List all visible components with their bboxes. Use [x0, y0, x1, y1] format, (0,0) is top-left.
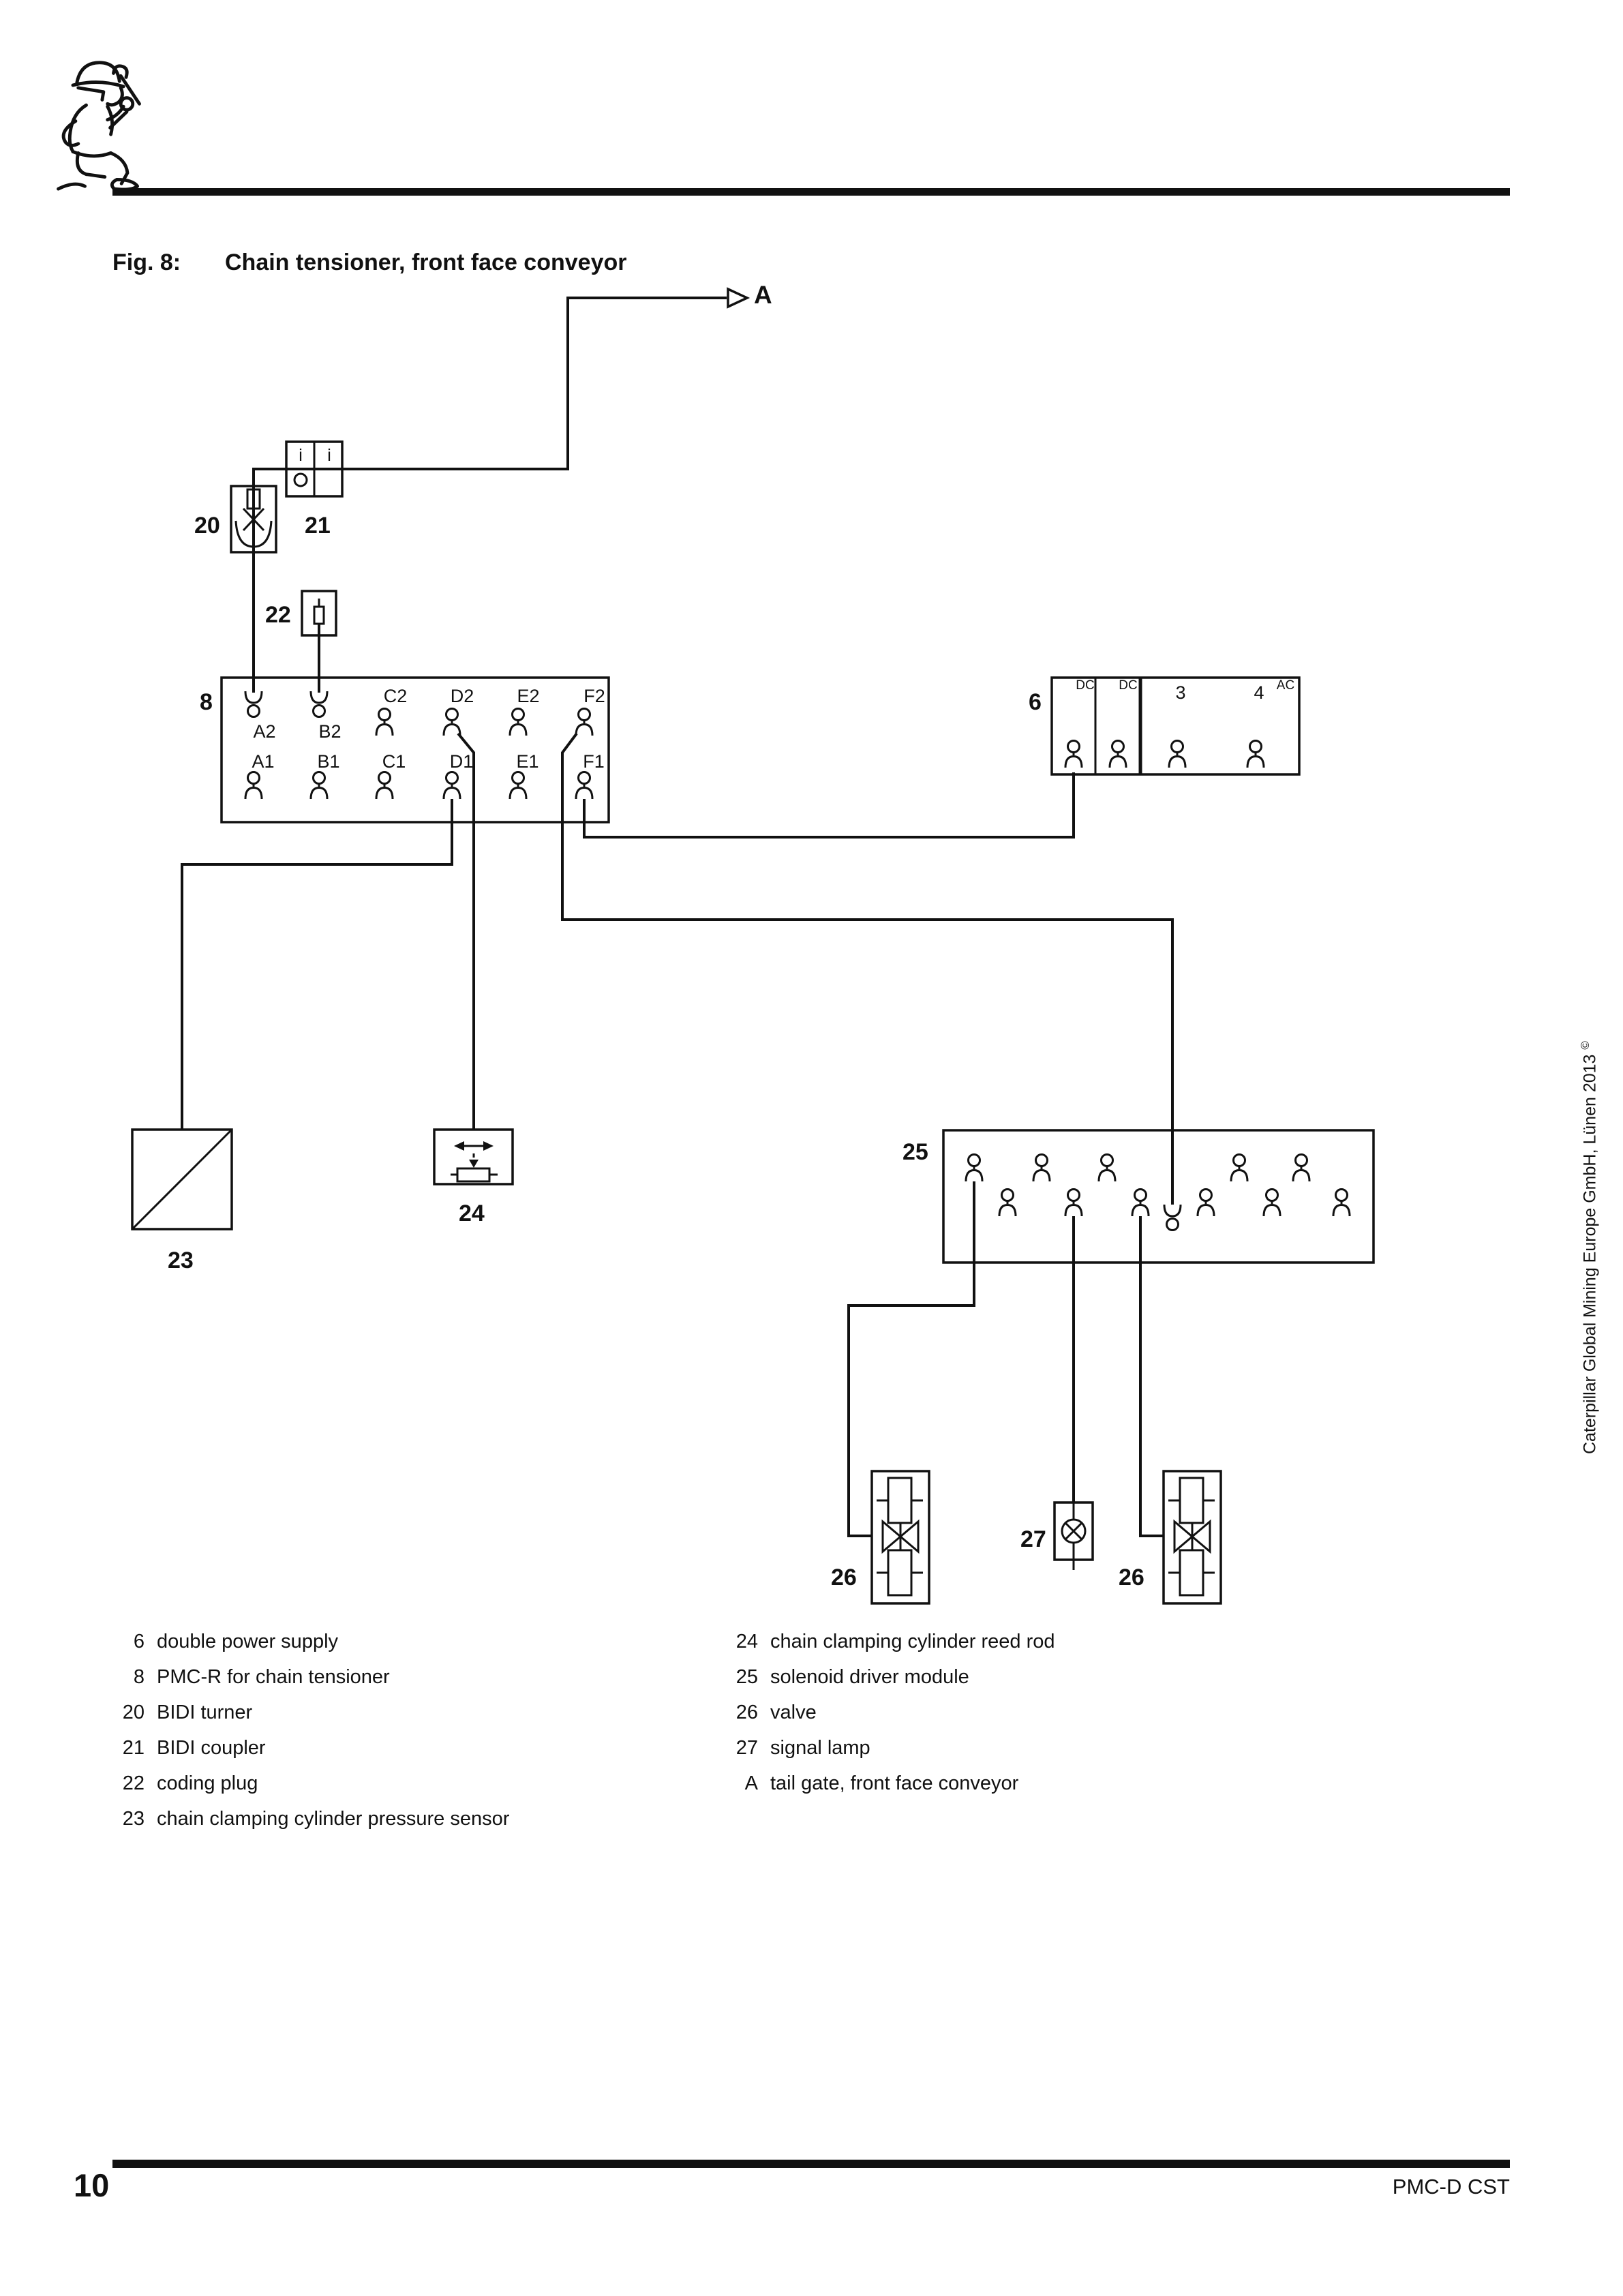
component-label-26-right: 26 [1119, 1565, 1144, 1590]
copyright-symbol: © [1579, 1041, 1592, 1050]
component-label-21: 21 [305, 513, 331, 539]
legend-row: 25 solenoid driver module [735, 1666, 969, 1688]
connector-label-a1: A1 [252, 751, 275, 772]
connector-label-f1: F1 [583, 751, 605, 772]
connector-label-d2: D2 [450, 686, 474, 706]
wire-25-to-valve-right [1140, 1216, 1164, 1536]
box6-label-3: 3 [1175, 682, 1186, 703]
connector-label-f2: F2 [583, 686, 605, 706]
connector-label-b1: B1 [317, 751, 340, 772]
box-8-pmc-r [222, 678, 609, 822]
component-label-25: 25 [902, 1139, 928, 1165]
legend-row: 21 BIDI coupler [122, 1737, 266, 1759]
fig-label: Fig. 8: [112, 250, 181, 275]
page-number: 10 [74, 2167, 110, 2203]
copyright-sidebar: Caterpillar Global Mining Europe GmbH, Lünen 2013 © [1579, 1041, 1600, 1454]
legend-row: 8 PMC-R for chain tensioner [133, 1666, 390, 1688]
connector-label-c1: C1 [382, 751, 406, 772]
box6-label-dc2: DC [1119, 678, 1138, 693]
doc-code: PMC-D CST [1392, 2175, 1510, 2199]
connector-label-c2: C2 [383, 686, 408, 706]
box6-label-4: 4 [1254, 682, 1264, 703]
component-label-20: 20 [194, 513, 220, 539]
component-label-24: 24 [459, 1200, 485, 1226]
component-label-23: 23 [168, 1248, 194, 1273]
coupler-i-left: i [299, 446, 303, 465]
legend-row: 22 coding plug [122, 1772, 258, 1794]
connector-label-a2: A2 [253, 721, 276, 742]
component-label-8: 8 [200, 689, 213, 715]
fig-title: Chain tensioner, front face conveyor [225, 250, 627, 275]
connector-label-d1: D1 [449, 751, 474, 772]
connector-label-e1: E1 [516, 751, 539, 772]
arrow-a-label: A [754, 281, 772, 309]
component-label-6: 6 [1029, 689, 1042, 715]
box6-label-dc1: DC [1076, 678, 1095, 693]
legend-row: A tail gate, front face conveyor [744, 1772, 1019, 1794]
wire-f1-to-6 [584, 772, 1074, 837]
connector-label-b2: B2 [318, 721, 342, 742]
box6-label-ac: AC [1276, 678, 1295, 693]
connector-label-e2: E2 [517, 686, 540, 706]
component-label-27: 27 [1020, 1526, 1046, 1552]
component-label-26-left: 26 [831, 1565, 857, 1590]
coupler-i-right: i [327, 446, 331, 465]
legend-row: 24 chain clamping cylinder reed rod [735, 1631, 1055, 1652]
legend-row: 27 signal lamp [735, 1737, 870, 1759]
legend-row: 23 chain clamping cylinder pressure sensor [122, 1808, 510, 1830]
footer-rule [112, 2160, 1510, 2168]
wire-d1-to-23 [182, 799, 452, 1130]
legend-row: 6 double power supply [133, 1631, 339, 1652]
legend-row: 20 BIDI turner [122, 1702, 253, 1723]
arrow-a-head [728, 289, 747, 307]
legend-row: 26 valve [735, 1702, 817, 1723]
component-label-22: 22 [265, 602, 291, 628]
